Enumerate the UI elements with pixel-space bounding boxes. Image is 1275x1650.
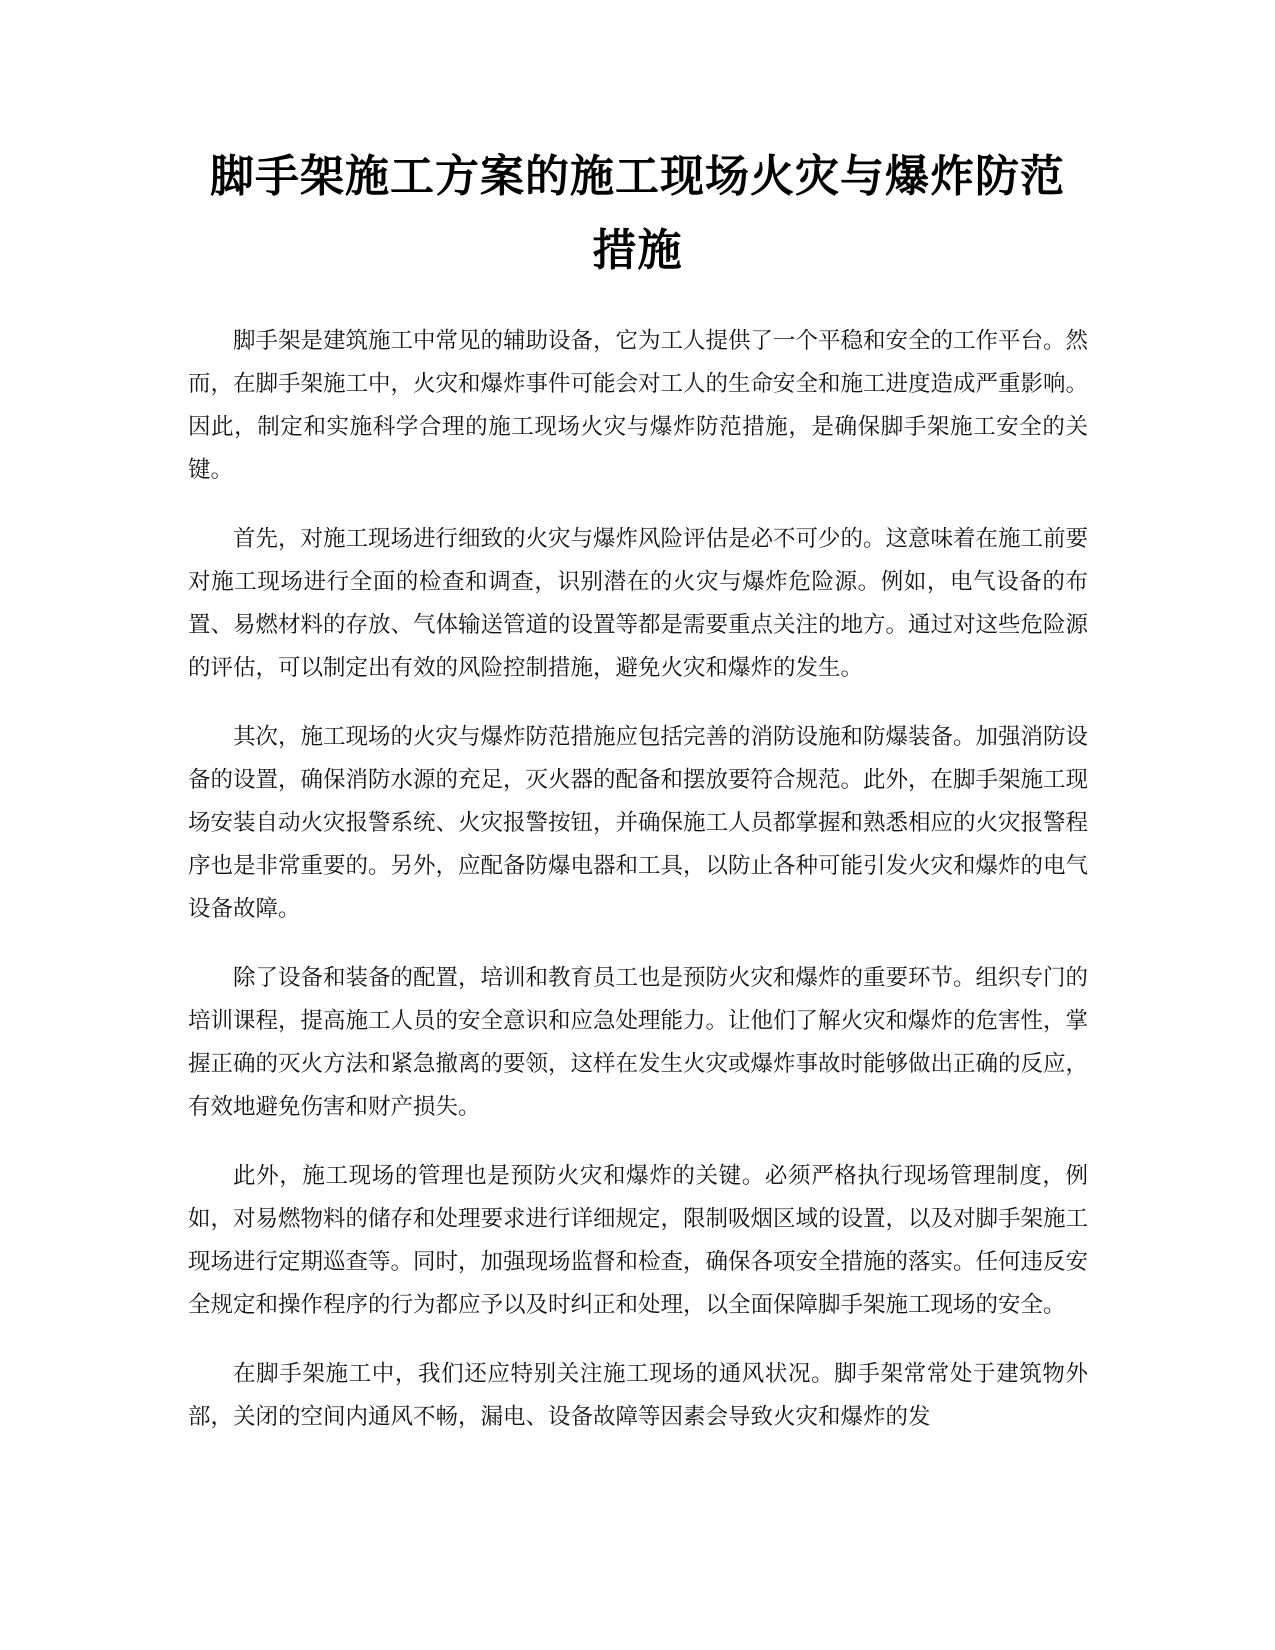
document-body	[188, 320, 1088, 1465]
paragraph-3: 其次，施工现场的火灾与爆炸防范措施应包括完善的消防设施和防爆装备。加强消防设备的设置，确保消防水源的充足，灭火器的配备和摆放要符合规范。此外，在脚手架施工现场安装自动火灾报警系统、火灾报警按钮，并确保施工人员都掌握和熟悉相应的火灾报警程序也是非常重要的。另外，应配备防爆电器和工具，以防止各种可能引发火灾和爆炸的电气设备故障。	[188, 724, 1089, 922]
paragraph-1: 脚手架是建筑施工中常见的辅助设备，它为工人提供了一个平稳和安全的工作平台。然而，在脚手架施工中，火灾和爆炸事件可能会对工人的生命安全和施工进度造成严重影响。因此，制定和实施科学合理的施工现场火灾与爆炸防范措施，是确保脚手架施工安全的关键。	[188, 328, 1089, 483]
paragraph-4: 除了设备和装备的配置，培训和教育员工也是预防火灾和爆炸的重要环节。组织专门的培训课程，提高施工人员的安全意识和应急处理能力。让他们了解火灾和爆炸的危害性，掌握正确的灭火方法和紧急撤离的要领，这样在发生火灾或爆炸事故时能够做出正确的反应，有效地避免伤害和财产损失。	[188, 965, 1089, 1120]
paragraph-2: 首先，对施工现场进行细致的火灾与爆炸风险评估是必不可少的。这意味着在施工前要对施工现场进行全面的检查和调查，识别潜在的火灾与爆炸危险源。例如，电气设备的布置、易燃材料的存放、气体输送管道的设置等都是需要重点关注的地方。通过对这些危险源的评估，可以制定出有效的风险控制措施，避免火灾和爆炸的发生。	[188, 526, 1089, 681]
paragraph-6: 在脚手架施工中，我们还应特别关注施工现场的通风状况。脚手架常常处于建筑物外部，关闭的空间内通风不畅，漏电、设备故障等因素会导致火灾和爆炸的发	[188, 1361, 1088, 1430]
title-line-1: 脚手架施工方案的施工现场火灾与爆炸防范	[210, 151, 1065, 202]
document-title	[160, 140, 1115, 288]
paragraph-5: 此外，施工现场的管理也是预防火灾和爆炸的关键。必须严格执行现场管理制度，例如，对易燃物料的储存和处理要求进行详细规定，限制吸烟区域的设置，以及对脚手架施工现场进行定期巡查等。同时，加强现场监督和检查，确保各项安全措施的落实。任何违反安全规定和操作程序的行为都应予以及时纠正和处理，以全面保障脚手架施工现场的安全。	[188, 1163, 1089, 1318]
title-line-2: 措施	[592, 225, 683, 276]
